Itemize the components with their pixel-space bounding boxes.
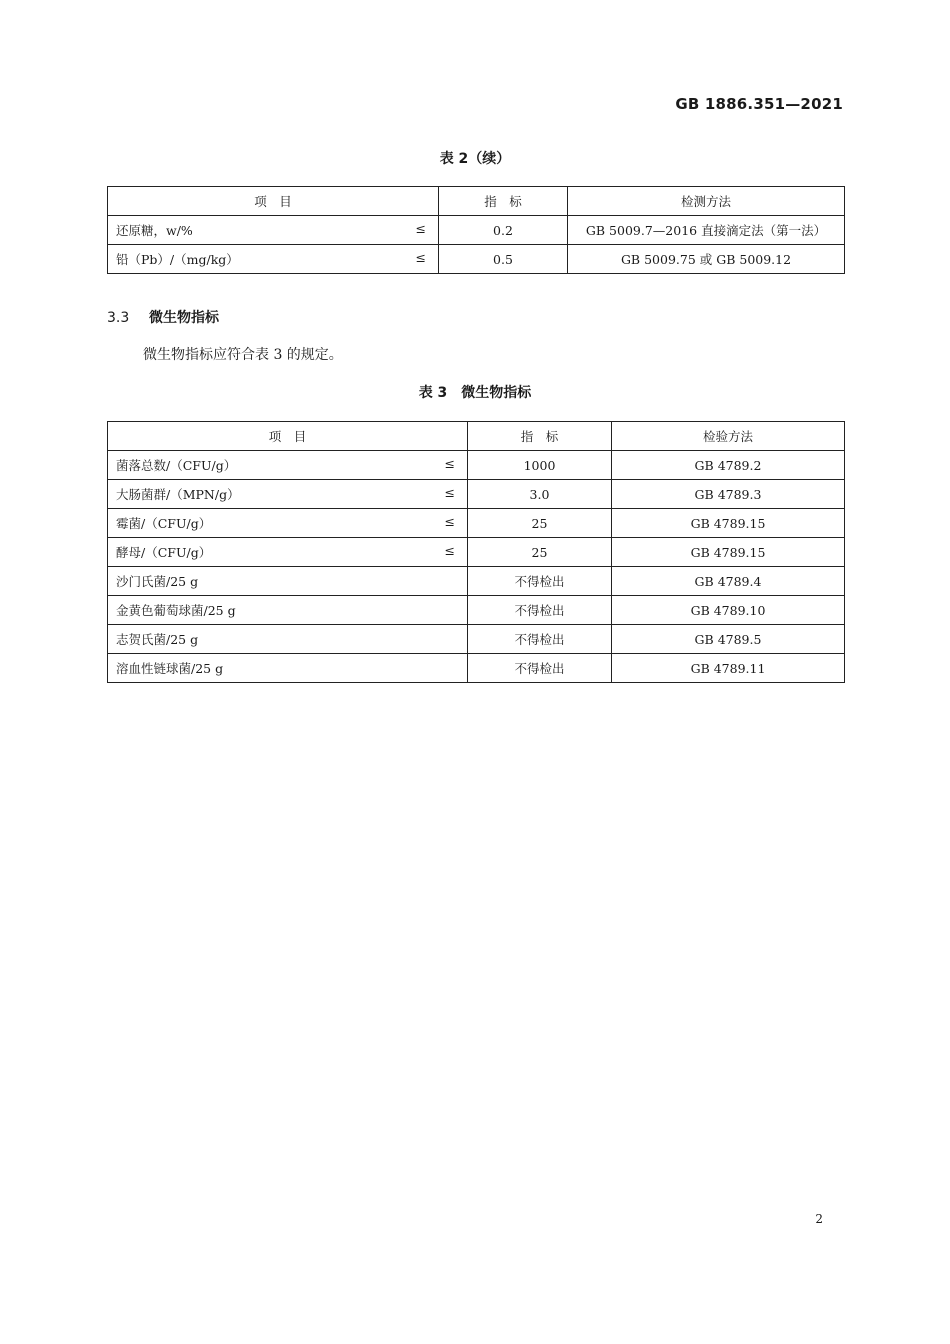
row-item-cell: [108, 596, 468, 625]
table3-col-value: 指 标: [468, 422, 612, 451]
table-row: [108, 245, 845, 274]
row-method: GB 4789.4: [612, 567, 845, 596]
limit-symbol: ≤: [415, 221, 426, 236]
table-row: [108, 480, 845, 509]
table2: [107, 186, 845, 274]
table3-header-row: [108, 422, 845, 451]
table3: [107, 421, 845, 683]
section-number: 3.3: [107, 310, 130, 326]
table-row: [108, 451, 845, 480]
row-item-cell: [108, 654, 468, 683]
row-value: 25: [468, 538, 612, 567]
row-value: 0.2: [439, 216, 568, 245]
row-value: 3.0: [468, 480, 612, 509]
item-label: 金黄色葡萄球菌/25 g: [116, 603, 236, 618]
table-row: [108, 625, 845, 654]
row-method: GB 4789.5: [612, 625, 845, 654]
row-item-cell: [108, 538, 468, 567]
row-item-cell: [108, 451, 468, 480]
item-label: 大肠菌群/（MPN/g）: [116, 487, 240, 502]
row-value: 不得检出: [468, 654, 612, 683]
row-value: 不得检出: [468, 596, 612, 625]
row-method: GB 4789.11: [612, 654, 845, 683]
row-item-cell: [108, 509, 468, 538]
item-label: 铅（Pb）/（mg/kg）: [116, 252, 239, 267]
standard-code: GB 1886.351—2021: [675, 95, 843, 113]
page-number: 2: [815, 1212, 823, 1226]
row-item-cell: [108, 216, 439, 245]
limit-symbol: ≤: [444, 456, 455, 471]
section-title: 微生物指标: [149, 310, 219, 326]
row-value: 不得检出: [468, 625, 612, 654]
item-label: 酵母/（CFU/g）: [116, 545, 212, 560]
table-row: [108, 567, 845, 596]
row-method: GB 4789.15: [612, 509, 845, 538]
section-heading: [107, 307, 219, 327]
row-value: 1000: [468, 451, 612, 480]
item-label: 霉菌/（CFU/g）: [116, 516, 212, 531]
row-item-cell: [108, 480, 468, 509]
table3-col-method: 检验方法: [612, 422, 845, 451]
table2-col-value: 指 标: [439, 187, 568, 216]
row-method: GB 5009.7—2016 直接滴定法（第一法）: [568, 216, 845, 245]
table-row: [108, 538, 845, 567]
table3-caption: 表 3 微生物指标: [418, 385, 532, 401]
row-value: 25: [468, 509, 612, 538]
section-paragraph: 微生物指标应符合表 3 的规定。: [143, 347, 343, 363]
table-row: [108, 654, 845, 683]
row-item-cell: [108, 625, 468, 654]
table2-caption: 表 2（续）: [439, 151, 511, 167]
item-label: 志贺氏菌/25 g: [116, 632, 199, 647]
item-label: 菌落总数/（CFU/g）: [116, 458, 237, 473]
table3-col-item: 项 目: [108, 422, 468, 451]
limit-symbol: ≤: [444, 514, 455, 529]
row-method: GB 4789.2: [612, 451, 845, 480]
row-method: GB 4789.3: [612, 480, 845, 509]
row-value: 不得检出: [468, 567, 612, 596]
row-method: GB 4789.10: [612, 596, 845, 625]
limit-symbol: ≤: [444, 543, 455, 558]
table-row: [108, 216, 845, 245]
table2-header-row: [108, 187, 845, 216]
table-row: [108, 509, 845, 538]
table-row: [108, 596, 845, 625]
table2-col-method: 检测方法: [568, 187, 845, 216]
limit-symbol: ≤: [444, 485, 455, 500]
row-item-cell: [108, 245, 439, 274]
row-item-cell: [108, 567, 468, 596]
row-value: 0.5: [439, 245, 568, 274]
item-label: 沙门氏菌/25 g: [116, 574, 199, 589]
limit-symbol: ≤: [415, 250, 426, 265]
row-method: GB 4789.15: [612, 538, 845, 567]
table2-col-item: 项 目: [108, 187, 439, 216]
item-label: 溶血性链球菌/25 g: [116, 661, 224, 676]
row-method: GB 5009.75 或 GB 5009.12: [568, 245, 845, 274]
item-label: 还原糖，w/%: [116, 223, 193, 238]
